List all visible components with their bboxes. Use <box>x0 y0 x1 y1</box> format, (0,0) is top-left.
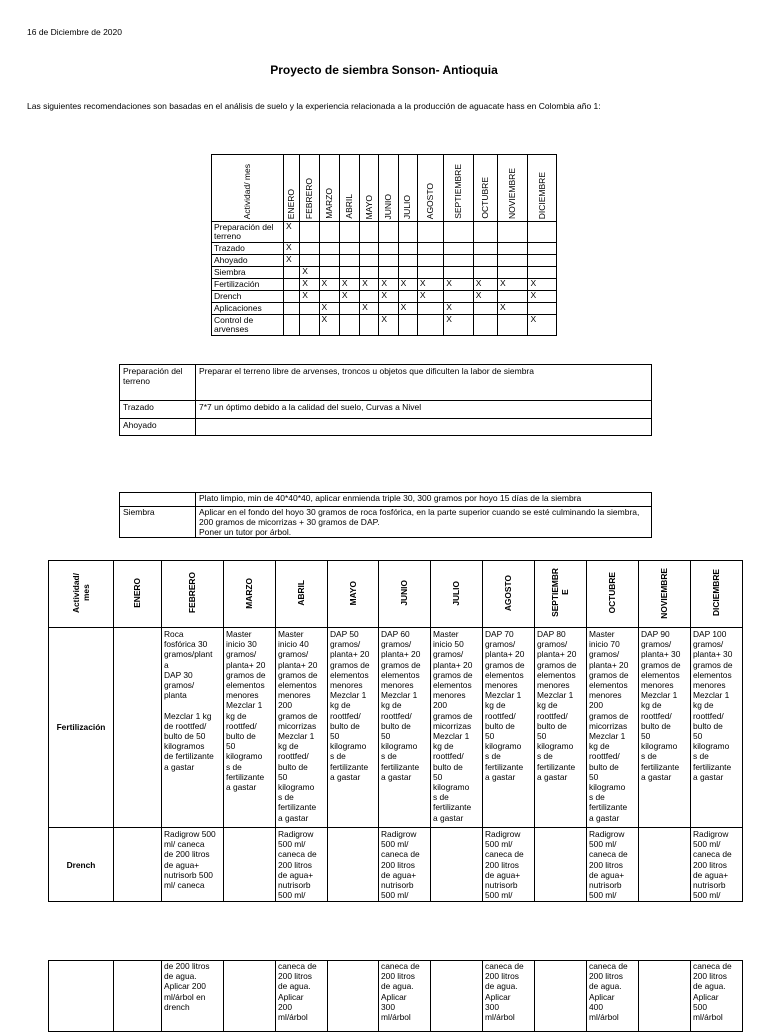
continuation-cell <box>224 961 276 1032</box>
schedule-mark: X <box>444 303 473 315</box>
month-header-label: OCTUBRE <box>479 177 490 219</box>
fertilizacion-cell: Master inicio 50 gramos/ planta+ 20 gramos de elementos menores 200 gramos de micorrizas Mezclar 1 kg de roottfed/ bulto de 50 kilogramo s de fertilizante a gastar <box>431 628 483 828</box>
schedule-mark: X <box>379 315 398 336</box>
schedule-mark: X <box>319 279 339 291</box>
schedule-mark <box>417 303 443 315</box>
schedule-mark: X <box>417 291 443 303</box>
drench-cell <box>639 828 691 902</box>
table-row <box>212 255 557 267</box>
month-header-label: AGOSTO <box>425 182 436 219</box>
schedule-mark: X <box>300 291 319 303</box>
schedule-mark: X <box>528 279 557 291</box>
drench-cell <box>114 828 162 902</box>
schedule-mark <box>444 255 473 267</box>
month-header-label: MAYO <box>363 194 374 219</box>
drench-cell: Radigrow 500 ml/ caneca de 200 litros de agua+ nutrisorb 500 ml/ <box>276 828 328 902</box>
schedule-mark: X <box>398 279 417 291</box>
schedule-mark <box>284 291 300 303</box>
table-row <box>49 828 743 902</box>
month-header-cell <box>328 561 379 628</box>
schedule-mark: X <box>528 291 557 303</box>
continuation-cell: caneca de 200 litros de agua. Aplicar 300 ml/árbol <box>483 961 535 1032</box>
table-header-row <box>212 155 557 222</box>
schedule-mark <box>319 291 339 303</box>
schedule-mark <box>360 222 379 243</box>
month-header-label: MAYO <box>347 580 358 606</box>
drench-cell <box>535 828 587 902</box>
description-text: 7*7 un óptimo debido a la calidad del suelo, Curvas a Nivel <box>196 401 652 419</box>
schedule-mark: X <box>473 279 497 291</box>
schedule-mark: X <box>379 279 398 291</box>
fertilizacion-cell: DAP 100 gramos/ planta+ 30 gramos de elementos menores Mezclar 1 kg de roottfed/ bulto de 50 kilogramo s de fertilizante a gastar <box>691 628 743 828</box>
schedule-mark: X <box>498 279 528 291</box>
schedule-mark: X <box>300 267 319 279</box>
activity-label: Fertilización <box>212 279 284 291</box>
month-header-label: AGOSTO <box>503 574 514 611</box>
drench-cell <box>224 828 276 902</box>
schedule-mark: X <box>284 243 300 255</box>
fertilizacion-cell: DAP 70 gramos/ planta+ 20 gramos de elementos menores Mezclar 1 kg de roottfed/ bulto de 50 kilogramo s de fertilizante a gastar <box>483 628 535 828</box>
activity-descriptions-table <box>119 364 652 436</box>
continuation-cell <box>535 961 587 1032</box>
schedule-mark <box>339 243 359 255</box>
schedule-mark: X <box>339 279 359 291</box>
schedule-mark: X <box>319 303 339 315</box>
table-row <box>49 961 743 1032</box>
schedule-mark <box>528 222 557 243</box>
description-text: Preparar el terreno libre de arvenses, troncos u objetos que dificulten la labor de siembra <box>196 365 652 401</box>
month-header-cell <box>444 155 473 222</box>
schedule-mark <box>319 267 339 279</box>
table-row <box>49 628 743 828</box>
schedule-mark <box>339 222 359 243</box>
table-row <box>212 243 557 255</box>
schedule-mark <box>473 303 497 315</box>
month-header-cell <box>300 155 319 222</box>
schedule-mark: X <box>398 303 417 315</box>
schedule-mark <box>498 291 528 303</box>
activity-label: Control de arvenses <box>212 315 284 336</box>
month-header-cell <box>114 561 162 628</box>
month-header-label: NOVIEMBRE <box>507 167 518 219</box>
table-header-row <box>49 561 743 628</box>
schedule-mark <box>300 315 319 336</box>
schedule-mark <box>417 267 443 279</box>
month-header-cell <box>587 561 639 628</box>
schedule-mark <box>360 243 379 255</box>
schedule-mark <box>528 267 557 279</box>
fertilizacion-cell: DAP 80 gramos/ planta+ 20 gramos de elementos menores Mezclar 1 kg de roottfed/ bulto de 50 kilogramo s de fertilizante a gastar <box>535 628 587 828</box>
description-label: Trazado <box>120 401 196 419</box>
schedule-mark: X <box>339 291 359 303</box>
schedule-mark <box>379 255 398 267</box>
drench-cell: Radigrow 500 ml/ caneca de 200 litros de agua+ nutrisorb 500 ml/ caneca <box>162 828 224 902</box>
table-row <box>120 493 652 507</box>
table-row <box>212 267 557 279</box>
month-header-cell <box>276 561 328 628</box>
schedule-mark <box>379 222 398 243</box>
fertilizacion-cell: Master inicio 40 gramos/ planta+ 20 gramos de elementos menores 200 gramos de micorrizas Mezclar 1 kg de roottfed/ bulto de 50 kilogramo s de fertilizante a gastar <box>276 628 328 828</box>
continuation-cell: caneca de 200 litros de agua. Aplicar 300 ml/árbol <box>379 961 431 1032</box>
drench-cell <box>431 828 483 902</box>
corner-header-cell <box>212 155 284 222</box>
month-header-cell <box>319 155 339 222</box>
schedule-mark <box>339 303 359 315</box>
month-header-cell <box>483 561 535 628</box>
empty-cell <box>120 493 196 507</box>
schedule-mark <box>444 267 473 279</box>
corner-header-cell <box>49 561 114 628</box>
fertilizacion-cell: DAP 60 gramos/ planta+ 20 gramos de elementos menores Mezclar 1 kg de roottfed/ bulto de 50 kilogramo s de fertilizante a gastar <box>379 628 431 828</box>
schedule-mark <box>319 222 339 243</box>
month-header-cell <box>360 155 379 222</box>
continuation-cell: caneca de 200 litros de agua. Aplicar 500 ml/árbol <box>691 961 743 1032</box>
schedule-mark <box>300 222 319 243</box>
table-row <box>120 419 652 436</box>
activity-label: Aplicaciones <box>212 303 284 315</box>
schedule-mark: X <box>379 291 398 303</box>
schedule-mark: X <box>319 315 339 336</box>
table-row <box>212 315 557 336</box>
month-header-label: MARZO <box>244 577 255 609</box>
drench-cell: Radigrow 500 ml/ caneca de 200 litros de agua+ nutrisorb 500 ml/ <box>587 828 639 902</box>
table-row <box>120 365 652 401</box>
month-header-cell <box>417 155 443 222</box>
schedule-mark <box>528 243 557 255</box>
month-header-label: JULIO <box>402 194 413 219</box>
drench-cell: Radigrow 500 ml/ caneca de 200 litros de agua+ nutrisorb 500 ml/ <box>483 828 535 902</box>
schedule-mark <box>473 255 497 267</box>
schedule-mark <box>528 303 557 315</box>
continuation-cell: caneca de 200 litros de agua. Aplicar 200 ml/árbol <box>276 961 328 1032</box>
schedule-mark: X <box>284 255 300 267</box>
month-header-label: JUNIO <box>399 580 410 606</box>
month-header-cell <box>473 155 497 222</box>
schedule-mark <box>417 255 443 267</box>
month-header-label: FEBRERO <box>303 177 314 219</box>
fertilization-plan-table <box>48 560 743 902</box>
month-header-cell <box>379 155 398 222</box>
schedule-mark <box>284 315 300 336</box>
corner-header-label: Actividad/ mes <box>70 572 91 613</box>
schedule-mark <box>360 255 379 267</box>
description-label: Ahoyado <box>120 419 196 436</box>
schedule-mark: X <box>417 279 443 291</box>
schedule-mark: X <box>528 315 557 336</box>
schedule-mark <box>360 267 379 279</box>
month-header-label: MARZO <box>323 188 334 219</box>
month-header-label: SEPTIEMBRE <box>452 164 463 219</box>
month-header-cell <box>691 561 743 628</box>
month-header-cell <box>162 561 224 628</box>
schedule-mark <box>398 222 417 243</box>
schedule-mark <box>339 315 359 336</box>
activity-schedule-table <box>211 154 557 336</box>
schedule-mark: X <box>360 303 379 315</box>
schedule-mark <box>473 315 497 336</box>
table-row <box>120 401 652 419</box>
fertilizacion-cell <box>114 628 162 828</box>
month-header-cell <box>431 561 483 628</box>
table-row <box>212 291 557 303</box>
schedule-mark <box>284 279 300 291</box>
siembra-line-3: Poner un tutor por árbol. <box>199 527 292 537</box>
activity-label: Siembra <box>212 267 284 279</box>
table-row <box>212 303 557 315</box>
schedule-mark <box>498 222 528 243</box>
month-header-cell <box>535 561 587 628</box>
continuation-cell <box>49 961 114 1032</box>
month-header-cell <box>284 155 300 222</box>
description-text <box>196 419 652 436</box>
schedule-mark <box>473 267 497 279</box>
continuation-cell: caneca de 200 litros de agua. Aplicar 400 ml/árbol <box>587 961 639 1032</box>
table-row <box>120 507 652 538</box>
continuation-cell <box>328 961 379 1032</box>
schedule-mark <box>498 243 528 255</box>
description-label: Preparación del terreno <box>120 365 196 401</box>
schedule-mark <box>498 255 528 267</box>
schedule-mark <box>444 222 473 243</box>
month-header-cell <box>639 561 691 628</box>
siembra-label: Siembra <box>120 507 196 538</box>
schedule-mark <box>319 243 339 255</box>
schedule-mark <box>473 243 497 255</box>
month-header-label: OCTUBRE <box>607 572 618 614</box>
schedule-mark <box>398 267 417 279</box>
activity-label: Trazado <box>212 243 284 255</box>
month-header-label: NOVIEMBRE <box>659 567 670 619</box>
activity-label: Drench <box>212 291 284 303</box>
schedule-mark <box>528 255 557 267</box>
schedule-mark: X <box>300 279 319 291</box>
month-header-cell <box>498 155 528 222</box>
fertilizacion-cell: Roca fosfórica 30 gramos/plant a DAP 30 gramos/ planta Mezclar 1 kg de roottfed/ bulto de 50 kilogramos de fertilizante a gastar <box>162 628 224 828</box>
schedule-mark: X <box>498 303 528 315</box>
intro-paragraph: Las siguientes recomendaciones son basadas en el análisis de suelo y la experiencia relacionada a la producción de aguacate hass en Colombia año 1: <box>27 101 601 111</box>
siembra-table <box>119 492 652 538</box>
schedule-mark <box>379 243 398 255</box>
schedule-mark: X <box>444 279 473 291</box>
schedule-mark: X <box>473 291 497 303</box>
schedule-mark <box>360 315 379 336</box>
document-title: Proyecto de siembra Sonson- Antioquia <box>270 63 498 77</box>
fertilizacion-cell: Master inicio 30 gramos/ planta+ 20 gramos de elementos menores Mezclar 1 kg de roottfed/ bulto de 50 kilogramo s de fertilizante a gastar <box>224 628 276 828</box>
schedule-mark <box>444 243 473 255</box>
month-header-label: ENERO <box>132 578 143 608</box>
month-header-label: JULIO <box>451 580 462 606</box>
schedule-mark: X <box>444 315 473 336</box>
schedule-mark: X <box>360 279 379 291</box>
siembra-details <box>196 507 652 538</box>
fertilizacion-cell: DAP 50 gramos/ planta+ 20 gramos de elementos menores Mezclar 1 kg de roottfed/ bulto de 50 kilogramo s de fertilizante a gastar <box>328 628 379 828</box>
month-header-label: ABRIL <box>296 580 307 606</box>
schedule-mark <box>319 255 339 267</box>
month-header-cell <box>339 155 359 222</box>
month-header-label: DICIEMBRE <box>711 569 722 617</box>
table-row <box>212 279 557 291</box>
schedule-mark <box>498 267 528 279</box>
fertilizacion-cell: DAP 90 gramos/ planta+ 30 gramos de elementos menores Mezclar 1 kg de roottfed/ bulto de 50 kilogramo s de fertilizante a gastar <box>639 628 691 828</box>
document-date: 16 de Diciembre de 2020 <box>27 27 122 37</box>
drench-cell <box>328 828 379 902</box>
schedule-mark <box>339 255 359 267</box>
schedule-mark <box>379 303 398 315</box>
schedule-mark <box>398 291 417 303</box>
schedule-mark <box>300 243 319 255</box>
schedule-mark <box>300 255 319 267</box>
continuation-cell <box>431 961 483 1032</box>
month-header-cell <box>379 561 431 628</box>
continuation-cell: de 200 litros de agua. Aplicar 200 ml/árbol en drench <box>162 961 224 1032</box>
continuation-cell <box>639 961 691 1032</box>
schedule-mark <box>417 243 443 255</box>
schedule-mark <box>339 267 359 279</box>
continuation-cell <box>114 961 162 1032</box>
schedule-mark <box>379 267 398 279</box>
schedule-mark <box>417 222 443 243</box>
schedule-mark <box>284 267 300 279</box>
schedule-mark <box>398 255 417 267</box>
schedule-mark <box>417 315 443 336</box>
month-header-cell <box>528 155 557 222</box>
drench-cell: Radigrow 500 ml/ caneca de 200 litros de agua+ nutrisorb 500 ml/ <box>379 828 431 902</box>
siembra-line-2: Aplicar en el fondo del hoyo 30 gramos de roca fosfórica, en la parte superior cuando se esté culminando la siembra, 200 gramos de micorrizas + 30 gramos de DAP. <box>199 507 640 527</box>
table-row <box>212 222 557 243</box>
corner-header-label: Actividad/ mes <box>242 163 253 219</box>
month-header-label: FEBRERO <box>187 572 198 614</box>
schedule-mark: X <box>284 222 300 243</box>
drench-row-label: Drench <box>49 828 114 902</box>
schedule-mark <box>398 315 417 336</box>
schedule-mark <box>444 291 473 303</box>
month-header-label: DICIEMBRE <box>536 171 547 219</box>
month-header-cell <box>398 155 417 222</box>
month-header-label: JUNIO <box>382 193 393 219</box>
fertilizacion-cell: Master inicio 70 gramos/ planta+ 20 gramos de elementos menores 200 gramos de micorrizas Mezclar 1 kg de roottfed/ bulto de 50 kilogramo s de fertilizante a gastar <box>587 628 639 828</box>
activity-label: Ahoyado <box>212 255 284 267</box>
month-header-label: ABRIL <box>343 194 354 219</box>
siembra-line-1: Plato limpio, min de 40*40*40, aplicar enmienda triple 30, 300 gramos por hoyo 15 días de la siembra <box>196 493 652 507</box>
continuation-table <box>48 960 743 1032</box>
drench-cell: Radigrow 500 ml/ caneca de 200 litros de agua+ nutrisorb 500 ml/ <box>691 828 743 902</box>
fertilizacion-row-label: Fertilización <box>49 628 114 828</box>
schedule-mark <box>284 303 300 315</box>
month-header-cell <box>224 561 276 628</box>
schedule-mark <box>300 303 319 315</box>
schedule-mark <box>398 243 417 255</box>
month-header-label: ENERO <box>286 188 297 219</box>
schedule-mark <box>498 315 528 336</box>
schedule-mark <box>473 222 497 243</box>
schedule-mark <box>360 291 379 303</box>
activity-label: Preparación del terreno <box>212 222 284 243</box>
month-header-label: SEPTIEMBR E <box>550 568 571 618</box>
